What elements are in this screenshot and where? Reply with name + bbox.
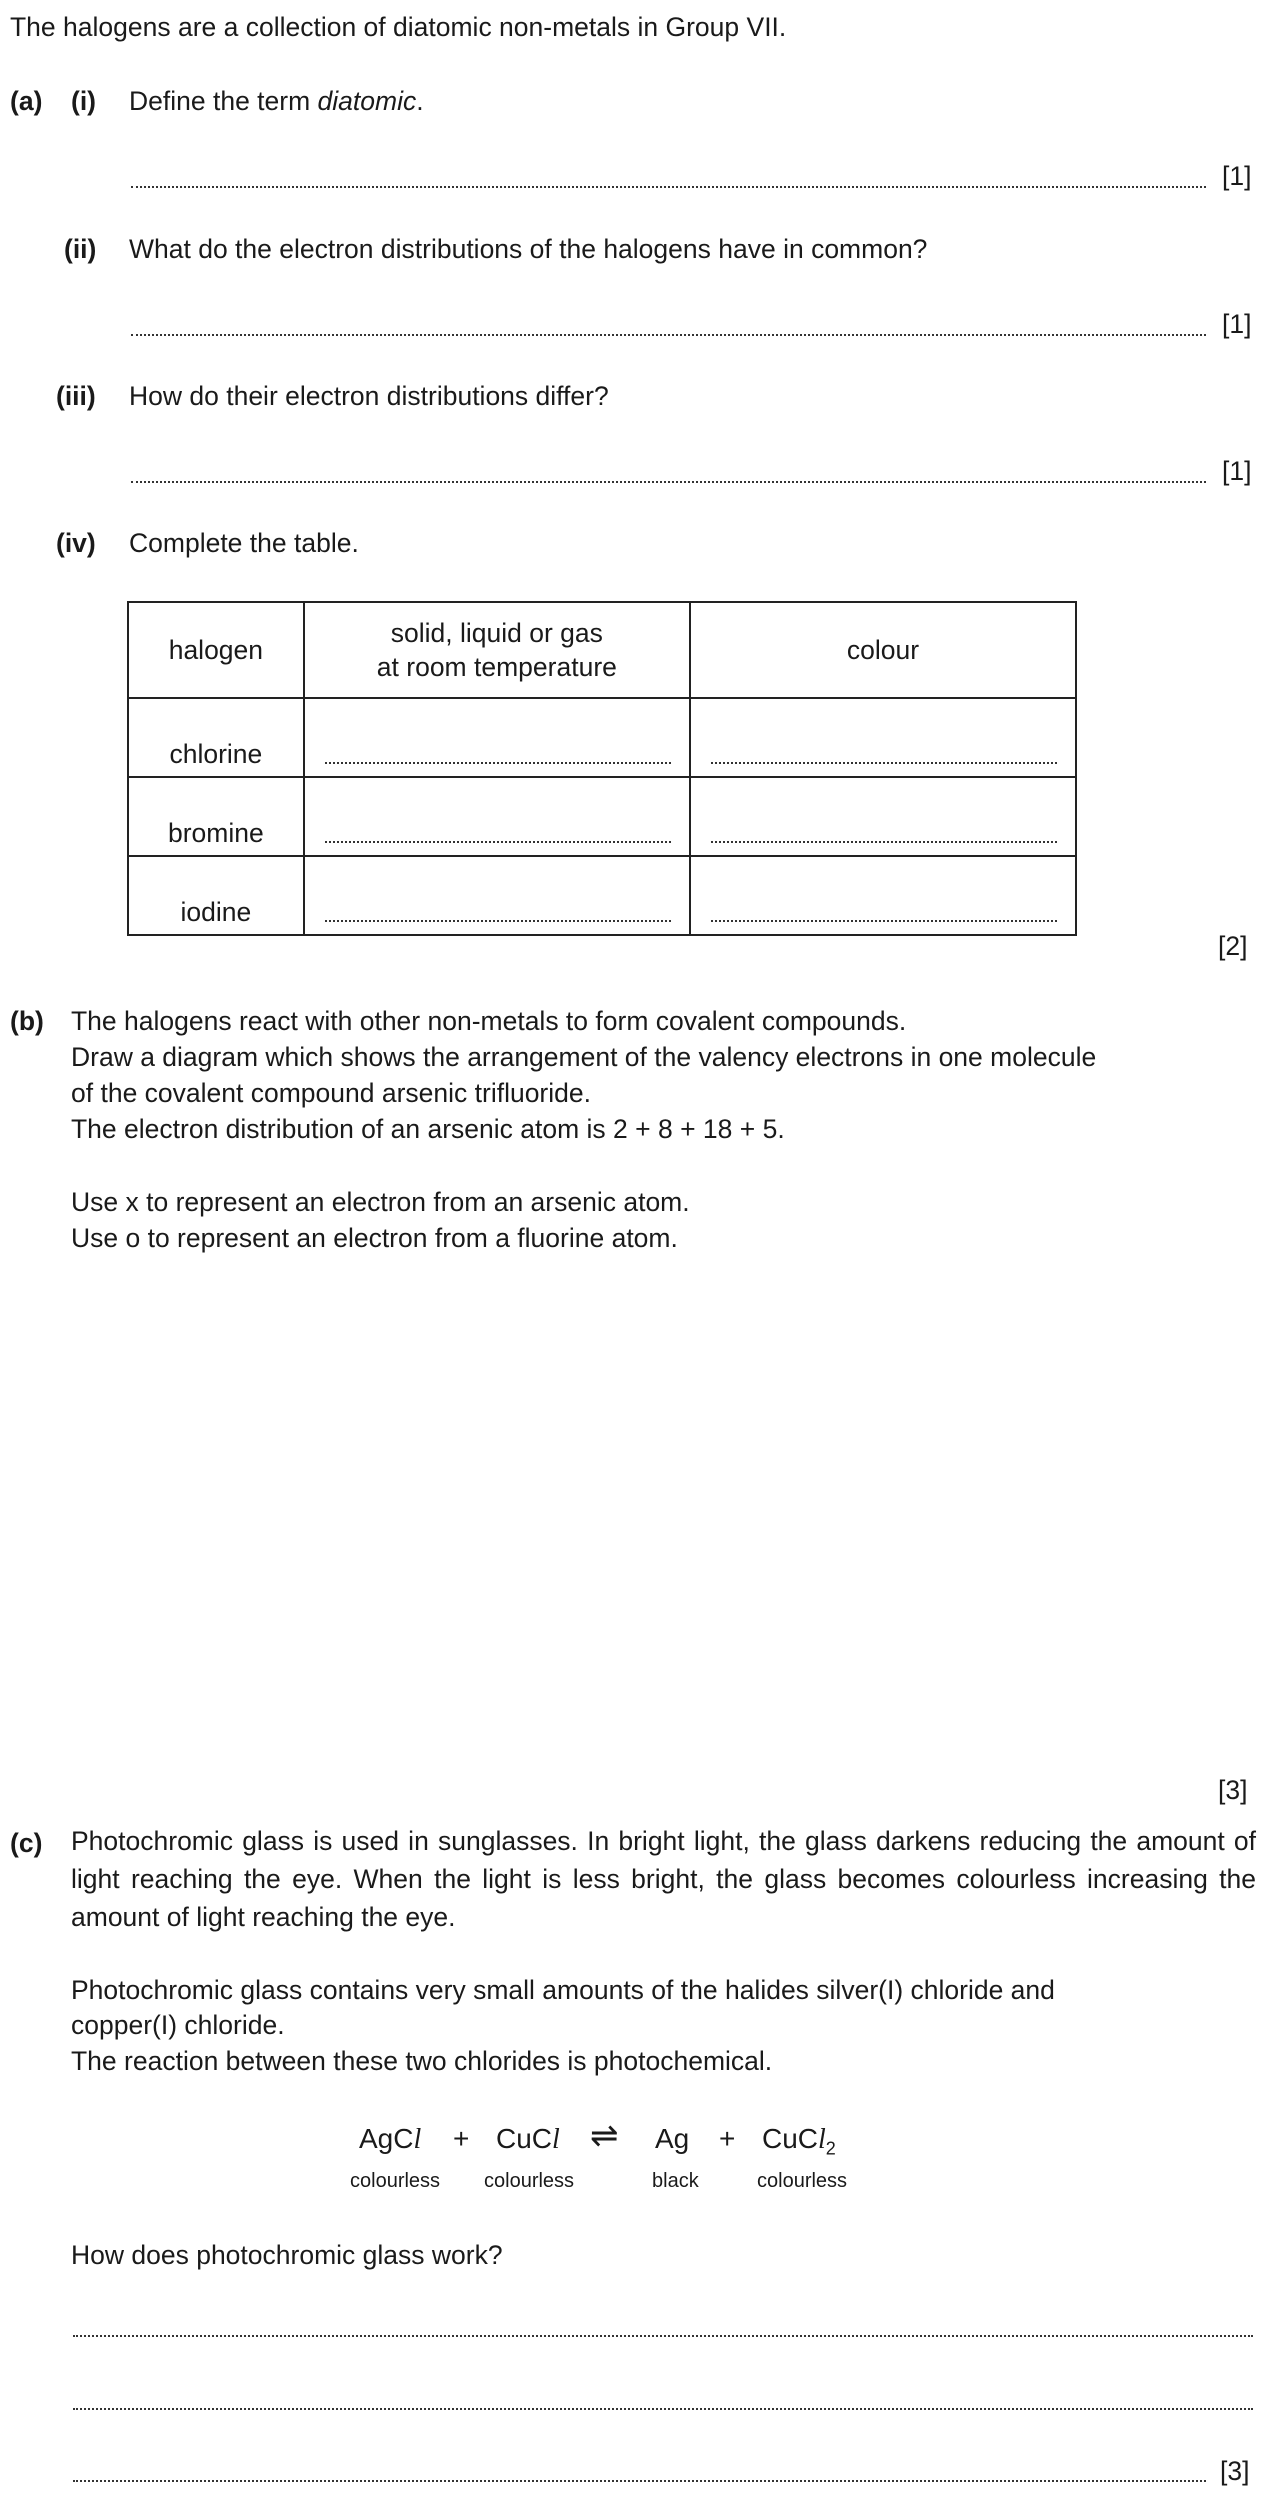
question-a-iv-text: Complete the table. (129, 528, 359, 558)
question-a-i-text: Define the term diatomic. (129, 86, 424, 116)
intro-text: The halogens are a collection of diatomic non-metals in Group VII. (10, 12, 787, 42)
state-cell (304, 698, 690, 777)
halogen-table (127, 601, 1077, 936)
halogen-name-chlorine: chlorine (169, 739, 263, 769)
equation-plus-1: + (453, 2123, 470, 2154)
colour-cell (690, 698, 1076, 777)
question-number-iv: (iv) (56, 528, 96, 558)
answer-bromine-state[interactable] (325, 841, 671, 843)
header-halogen-label: halogen (168, 634, 264, 665)
label-cucl-colour: colourless (484, 2170, 575, 2192)
part-b-line-3: of the covalent compound arsenic trifluoride. (71, 1078, 591, 1108)
label-ag-colour: black (652, 2170, 699, 2192)
header-state-line1: solid, liquid or gas (390, 617, 603, 648)
question-number-ii: (ii) (64, 234, 97, 264)
halogen-cell (128, 856, 304, 935)
part-c-question: How does photochromic glass work? (71, 2240, 503, 2270)
state-cell (304, 856, 690, 935)
answer-chlorine-colour[interactable] (711, 762, 1057, 764)
part-b-line-1: The halogens react with other non-metals to form covalent compounds. (71, 1006, 907, 1036)
halogen-name-iodine: iodine (180, 897, 252, 927)
part-c-paragraph-1: Photochromic glass is used in sunglasses. In bright light, the glass darkens reducing the amount of light reaching the eye. When the light is less bright, the glass becomes colourless increasing the amount of light reaching the eye. (71, 1826, 1256, 1933)
part-c-label: (c) (10, 1828, 43, 1858)
mark-a-iii: [1] (1222, 456, 1252, 486)
equation-plus-2: + (719, 2123, 736, 2154)
answer-iodine-colour[interactable] (711, 920, 1057, 922)
state-cell (304, 777, 690, 856)
answer-bromine-colour[interactable] (711, 841, 1057, 843)
halogen-cell (128, 698, 304, 777)
equation-term-cucl2: CuCl$_2$ (762, 2123, 836, 2159)
mark-a-iv: [2] (1218, 931, 1248, 961)
answer-chlorine-state[interactable] (325, 762, 671, 764)
equation-term-ag: Ag (655, 2123, 690, 2154)
table-row (128, 698, 1076, 777)
answer-line-c-1[interactable] (73, 2335, 1253, 2337)
part-b-line-2: Draw a diagram which shows the arrangement of the valency electrons in one molecule (71, 1042, 1097, 1072)
table-row (128, 777, 1076, 856)
part-a-label: (a) (10, 86, 43, 116)
equilibrium-arrow-icon: ⇌ (590, 2117, 619, 2155)
answer-line-a-i[interactable] (131, 186, 1206, 188)
answer-line-a-ii[interactable] (131, 334, 1206, 336)
answer-line-c-3[interactable] (73, 2480, 1206, 2482)
mark-b: [3] (1218, 1775, 1248, 1805)
part-c-paragraph-2-line-3: The reaction between these two chlorides is photochemical. (71, 2046, 773, 2076)
answer-line-c-2[interactable] (73, 2408, 1253, 2410)
part-b-label: (b) (10, 1006, 44, 1036)
part-b-line-4: The electron distribution of an arsenic atom is 2 + 8 + 18 + 5. (71, 1114, 785, 1144)
part-b-line-6: Use o to represent an electron from a fluorine atom. (71, 1223, 678, 1253)
question-number-i: (i) (71, 86, 97, 116)
halogen-name-bromine: bromine (167, 818, 264, 848)
answer-line-a-iii[interactable] (131, 481, 1206, 483)
header-state-line2: at room temperature (376, 652, 617, 682)
answer-iodine-state[interactable] (325, 920, 671, 922)
header-colour (690, 602, 1076, 698)
part-c-paragraph-2-line-1: Photochromic glass contains very small amounts of the halides silver(I) chloride and (71, 1975, 1055, 2005)
mark-a-ii: [1] (1222, 309, 1252, 339)
equation-term-cucl: CuCl (496, 2123, 560, 2155)
mark-c: [3] (1220, 2456, 1250, 2486)
colour-cell (690, 777, 1076, 856)
label-cucl2-colour: colourless (757, 2170, 848, 2192)
label-agcl-colour: colourless (350, 2170, 441, 2192)
question-a-ii-text: What do the electron distributions of the halogens have in common? (129, 234, 928, 264)
header-colour-label: colour (846, 634, 920, 665)
mark-a-i: [1] (1222, 161, 1252, 191)
colour-cell (690, 856, 1076, 935)
halogen-cell (128, 777, 304, 856)
diagram-drawing-area[interactable] (71, 1280, 1251, 1760)
part-c-paragraph-2-line-2: copper(I) chloride. (71, 2010, 285, 2040)
part-b-line-5: Use x to represent an electron from an arsenic atom. (71, 1187, 690, 1217)
equation-term-agcl: AgCl (359, 2123, 422, 2155)
header-halogen (128, 602, 304, 698)
question-number-iii: (iii) (56, 381, 96, 411)
question-a-iii-text: How do their electron distributions differ? (129, 381, 609, 411)
header-state (304, 602, 690, 698)
table-row (128, 856, 1076, 935)
